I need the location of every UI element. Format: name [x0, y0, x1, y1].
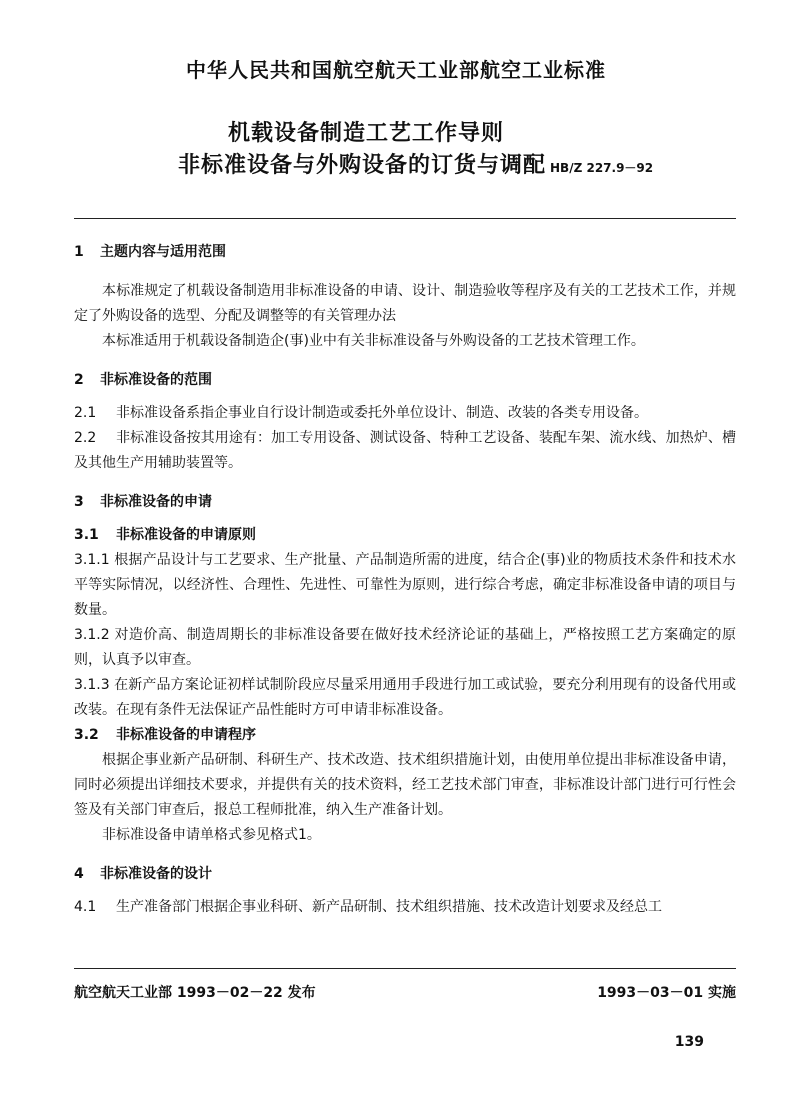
- clause-text: 对造价高、制造周期长的非标准设备要在做好技术经济论证的基础上，严格按照工艺方案确定的原则，认真予以审查。: [74, 627, 736, 668]
- footer-divider: [74, 968, 736, 969]
- issue-date: 航空航天工业部 1993－02－22 发布: [74, 985, 316, 1001]
- section-2-heading: [74, 368, 736, 393]
- subsection-3-2-heading: [74, 723, 736, 748]
- issuing-organization: 中华人民共和国航空航天工业部航空工业标准: [186, 58, 606, 82]
- clause-number: 2.2: [74, 430, 97, 446]
- subsection-title: 非标准设备的申请程序: [116, 727, 256, 743]
- section-number: 2: [74, 372, 84, 388]
- clause-2-2: [74, 426, 736, 476]
- clause-text: 生产准备部门根据企事业科研、新产品研制、技术组织措施、技术改造计划要求及经总工: [116, 899, 662, 915]
- subsection-3-1-heading: [74, 523, 736, 548]
- standard-code: HB/Z 227.9－92: [550, 161, 654, 175]
- clause-3-1-2: [74, 623, 736, 673]
- paragraph: 非标准设备申请单格式参见格式1。: [102, 827, 321, 843]
- section-title: 非标准设备的设计: [100, 866, 212, 882]
- section-number: 3: [74, 494, 84, 510]
- subsection-number: 3.2: [74, 727, 99, 743]
- document-title-line2: [178, 148, 653, 179]
- section-title: 主题内容与适用范围: [100, 244, 226, 260]
- clause-2-1: [74, 401, 736, 426]
- clause-number: 3.1.1: [74, 552, 110, 568]
- section-number: 4: [74, 866, 84, 882]
- clause-number: 4.1: [74, 899, 97, 915]
- clause-text: 非标准设备系指企事业自行设计制造或委托外单位设计、制造、改装的各类专用设备。: [116, 405, 648, 421]
- paragraph: 本标准规定了机载设备制造用非标准设备的申请、设计、制造验收等程序及有关的工艺技术工作，并规定了外购设备的选型、分配及调整等的有关管理办法: [74, 283, 736, 324]
- paragraph: 本标准适用于机载设备制造企(事)业中有关非标准设备与外购设备的工艺技术管理工作。: [102, 333, 645, 349]
- clause-4-1: [74, 895, 736, 920]
- section-title: 非标准设备的范围: [100, 372, 212, 388]
- section-title: 非标准设备的申请: [100, 494, 212, 510]
- subsection-number: 3.1: [74, 527, 99, 543]
- clause-number: 3.1.3: [74, 677, 110, 693]
- effective-date: 1993－03－01 实施: [597, 985, 736, 1001]
- page-number: 139: [674, 1034, 704, 1050]
- clause-text: 根据产品设计与工艺要求、生产批量、产品制造所需的进度，结合企(事)业的物质技术条件和技术水平等实际情况，以经济性、合理性、先进性、可靠性为原则，进行综合考虑，确定非标准设备申请的项目与数量。: [74, 552, 736, 618]
- clause-number: 2.1: [74, 405, 97, 421]
- clause-text: 非标准设备按其用途有：加工专用设备、测试设备、特种工艺设备、装配车架、流水线、加热炉、槽及其他生产用辅助装置等。: [74, 430, 736, 471]
- section-number: 1: [74, 244, 84, 260]
- section-1-heading: [74, 240, 736, 265]
- section-3-heading: [74, 490, 736, 515]
- document-body: [74, 240, 736, 920]
- subsection-title: 非标准设备的申请原则: [116, 527, 256, 543]
- clause-3-1-1: [74, 548, 736, 623]
- section-4-heading: [74, 862, 736, 887]
- clause-text: 在新产品方案论证初样试制阶段应尽量采用通用手段进行加工或试验，要充分利用现有的设备代用或改装。在现有条件无法保证产品性能时方可申请非标准设备。: [74, 677, 736, 718]
- header-divider: [74, 218, 736, 219]
- clause-number: 3.1.2: [74, 627, 110, 643]
- document-title-line2-text: 非标准设备与外购设备的订货与调配: [178, 153, 547, 178]
- paragraph: 根据企事业新产品研制、科研生产、技术改造、技术组织措施计划，由使用单位提出非标准设备申请，同时必须提出详细技术要求，并提供有关的技术资料，经工艺技术部门审查，非标准设计部门进行可行性会签及有关部门审查后，报总工程师批准，纳入生产准备计划。: [74, 752, 736, 818]
- clause-3-1-3: [74, 673, 736, 723]
- document-title-line1: 机载设备制造工艺工作导则: [228, 121, 505, 146]
